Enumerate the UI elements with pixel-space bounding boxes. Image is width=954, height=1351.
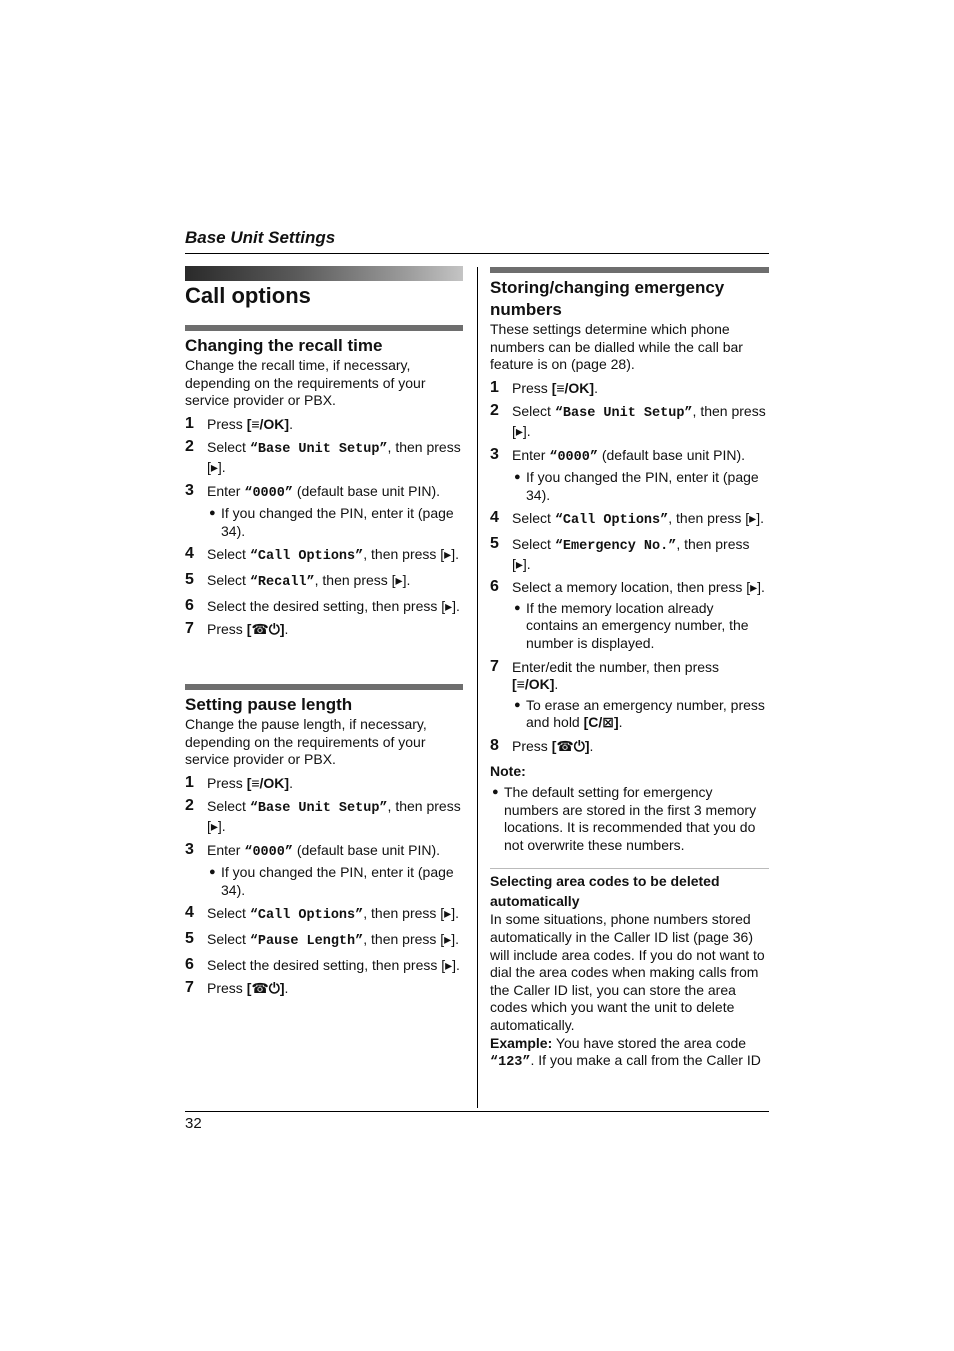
recall-heading: Changing the recall time [185,336,383,355]
step-text: Press [207,415,247,432]
step-text: . [589,737,594,754]
pause-heading: Setting pause length [185,695,353,714]
step-text: . [284,980,289,997]
step-8 [490,738,769,756]
recall-intro: Change the recall time, if necessary, depending on the requirements of your service provider or PBX. [185,357,426,409]
step-bullet [512,469,769,504]
step-bullet [512,600,769,653]
bullet-icon: ● [209,507,216,520]
step-number: 7 [185,620,194,638]
note-text: The default setting for emergency numbers are stored in the first 3 memory locations. It is recommended that you do not overwrite these numbers. [504,784,757,853]
bullet-icon: ● [514,601,521,614]
step-5 [490,536,769,573]
step-text: Select a memory location, then press [▸]. [512,579,765,596]
area-codes-body: In some situations, phone numbers stored automatically in the Caller ID list (page 36) will include area codes. If you do not want to dial the area codes when making calls from the Caller ID list, you can store the area codes which you want the unit to delete automatically. [490,911,765,1033]
step-text: Press [512,379,552,396]
step-text: , then press [▸]. [207,798,461,834]
step-number: 7 [185,979,194,997]
display-item: “Emergency No.” [554,538,677,554]
display-item: “0000” [244,844,293,860]
step-3 [185,483,463,541]
step-bullet [207,864,463,899]
emergency-intro: These settings determine which phone numbers can be dialled while the call bar feature is on (page 28). [490,321,743,373]
emergency-heading: Storing/changing emergency numbers [490,278,725,319]
area-codes-heading: Selecting area codes to be deleted automatically [490,873,720,910]
step-number: 3 [185,840,194,858]
display-item: “0000” [244,485,293,501]
step-number: 1 [490,378,499,396]
step-text: Press [512,737,552,754]
running-header: Base Unit Settings [185,228,336,247]
step-number: 4 [185,545,194,563]
menu-ok-key: [≡/OK] [512,676,555,693]
step-text: Press [207,980,247,997]
step-text: . [554,676,559,693]
step-number: 5 [490,534,499,552]
page-title: Call options [185,283,311,308]
display-item: “0000” [549,449,598,465]
step-number: 8 [490,736,499,754]
header-rule [185,253,769,254]
display-item: “Call Options” [554,513,669,529]
off-key: [☎⏻] [246,621,285,638]
step-2 [185,439,463,476]
step-text: , then press [▸]. [512,403,766,439]
section-bar [490,267,769,273]
step-text: Select [207,546,250,563]
step-text: . [594,379,598,396]
step-6 [185,598,463,616]
step-text: Select the desired setting, then press [▸]. [207,956,460,973]
step-1 [185,775,463,793]
step-text: , then press [▸]. [363,930,459,947]
example-code: “123” [490,1055,531,1071]
off-key: [☎⏻] [246,980,285,997]
step-number: 3 [490,445,499,463]
bullet-icon: ● [514,698,521,711]
step-text: Enter [207,482,245,499]
display-item: “Pause Length” [249,933,364,949]
step-7 [490,659,769,732]
step-3 [490,447,769,505]
step-4 [185,905,463,925]
display-item: “Base Unit Setup” [249,442,388,458]
step-text: Enter [512,446,550,463]
display-item: “Call Options” [249,908,364,924]
menu-ok-key: [≡/OK] [246,774,290,791]
clear-key: [C/⊠] [583,714,619,731]
step-7 [185,621,463,639]
display-item: “Recall” [249,574,315,590]
step-text: . [289,774,293,791]
footer-rule [185,1111,769,1112]
step-text: Select [207,905,250,922]
step-number: 2 [490,402,499,420]
step-text: Press [207,774,247,791]
page-number: 32 [185,1115,202,1132]
example-text: . If you make a call from the Caller ID [530,1052,761,1069]
off-key: [☎⏻] [551,737,590,754]
step-text: . [284,621,289,638]
pause-intro: Change the pause length, if necessary, depending on the requirements of your service provider or PBX. [185,716,427,768]
step-text: , then press [▸]. [363,905,459,922]
display-item: “Base Unit Setup” [249,801,388,817]
step-5 [185,931,463,951]
step-number: 4 [490,509,499,527]
step-text: (default base unit PIN). [597,446,746,463]
menu-ok-key: [≡/OK] [551,379,595,396]
step-bullet [207,505,463,540]
step-2 [185,798,463,835]
display-item: “Base Unit Setup” [554,406,693,422]
step-text: (default base unit PIN). [292,841,441,858]
step-number: 2 [185,797,194,815]
bullet-text: If you changed the PIN, enter it (page 34). [221,864,454,898]
note-bullet [490,784,769,854]
step-text: Select [207,439,250,456]
step-text: Select [207,798,250,815]
step-text: , then press [▸]. [207,439,461,475]
step-number: 6 [185,596,194,614]
section-bar [185,325,463,331]
step-3 [185,842,463,900]
step-bullet [512,697,769,732]
bullet-text: If you changed the PIN, enter it (page 34). [526,469,759,503]
step-text: Press [207,621,247,638]
bullet-icon: ● [492,786,499,799]
step-text: Select [207,571,250,588]
step-number: 5 [185,570,194,588]
step-text: Select [512,535,555,552]
step-number: 3 [185,481,194,499]
step-text: . [289,415,293,432]
step-text: Enter/edit the number, then press [512,658,720,675]
step-text: (default base unit PIN). [292,482,441,499]
step-text: , then press [▸]. [668,510,764,527]
step-text: Select the desired setting, then press [▸]. [207,597,460,614]
step-2 [490,403,769,440]
step-number: 6 [185,955,194,973]
example-text: You have stored the area code [552,1034,747,1051]
column-divider [477,267,478,1108]
bullet-icon: ● [514,471,521,484]
step-number: 7 [490,657,499,675]
step-4 [185,546,463,566]
step-text: , then press [▸]. [314,571,411,588]
recall-section [185,325,463,639]
example-label: Example: [490,1034,553,1051]
bullet-text: . [618,714,623,731]
step-1 [490,380,769,398]
bullet-text: If the memory location already contains an emergency number, the number is displayed. [526,599,749,651]
bullet-icon: ● [209,866,216,879]
bullet-text: To erase an emergency number, press and hold [526,696,765,731]
step-number: 2 [185,438,194,456]
step-7 [185,980,463,998]
step-text: Enter [207,841,245,858]
step-text: , then press [▸]. [363,546,459,563]
note-label: Note: [490,763,526,780]
emergency-section [490,267,769,1072]
display-item: “Call Options” [249,549,364,565]
bullet-text: If you changed the PIN, enter it (page 34). [221,505,454,539]
step-6 [490,579,769,652]
step-text: , then press [▸]. [512,535,750,572]
step-text: Select [512,510,555,527]
step-number: 1 [185,414,194,432]
step-4 [490,510,769,530]
step-6 [185,957,463,975]
step-number: 1 [185,773,194,791]
step-text: Select [207,930,250,947]
pause-section [185,684,463,998]
step-text: Select [512,403,555,420]
step-1 [185,416,463,434]
step-number: 6 [490,578,499,596]
step-number: 5 [185,929,194,947]
section-bar [185,684,463,690]
menu-ok-key: [≡/OK] [246,415,290,432]
title-gradient-bar [185,266,463,281]
area-codes-example [490,1035,769,1072]
step-number: 4 [185,904,194,922]
step-5 [185,572,463,592]
subsection-rule [490,868,769,869]
